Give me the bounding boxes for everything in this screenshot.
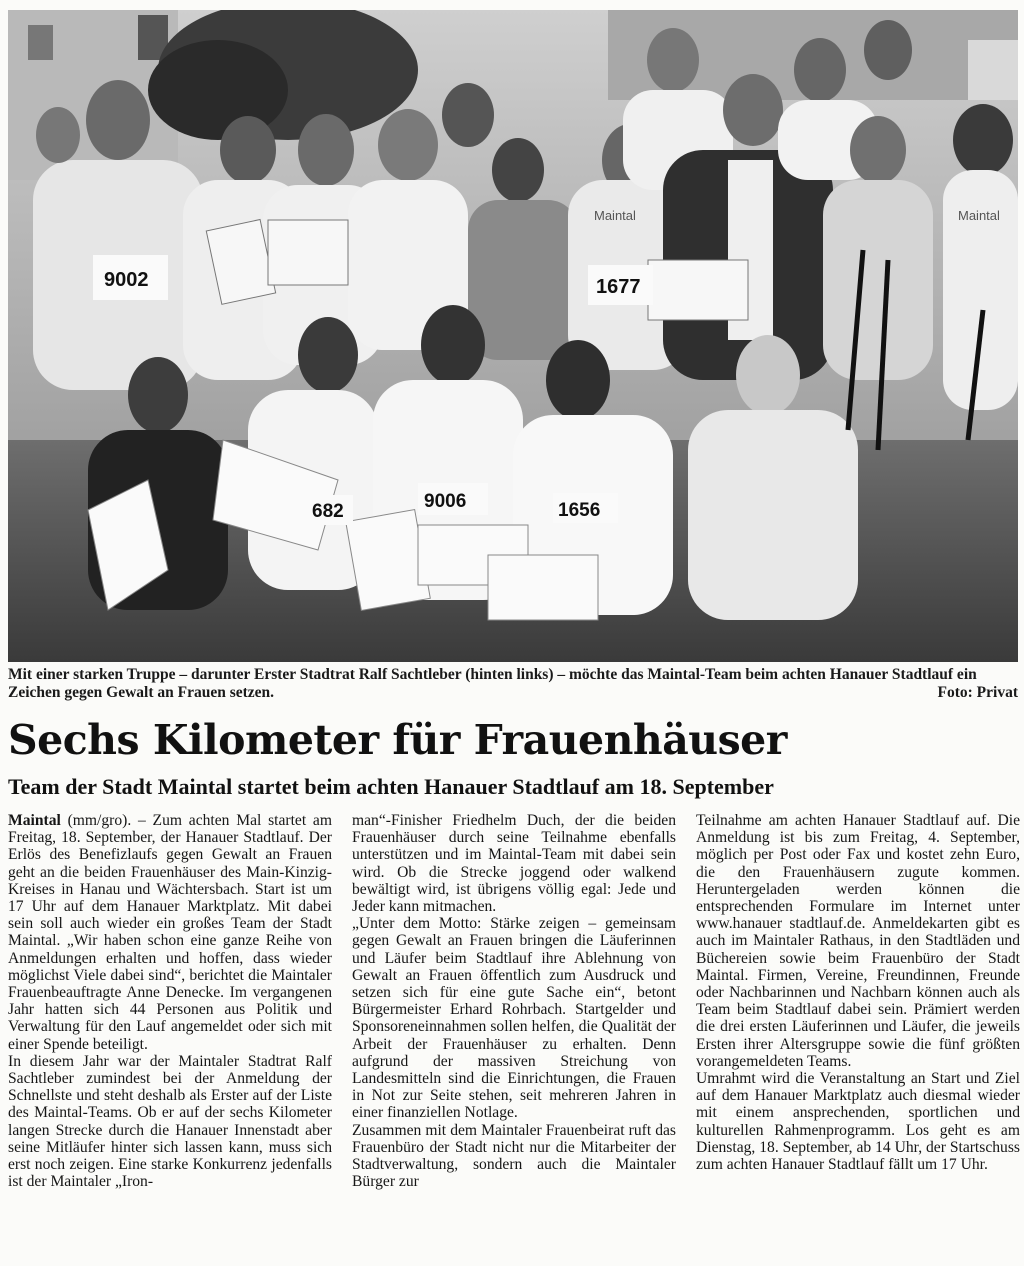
- article-column-1: [8, 812, 332, 1262]
- photo-caption: [8, 666, 1018, 702]
- bib-9006: 9006: [424, 491, 467, 512]
- paragraph: Umrahmt wird die Veranstaltung an Start und Ziel auf dem Hanauer Marktplatz auch diesmal wieder mit einem ansprechenden, sportlichen und kulturellen Rahmenprogramm. Los geht es am Dienstag, 18. September, ab 14 Uhr, der Startschuss zum achten Hanauer Stadtlauf fällt um 17 Uhr.: [696, 1070, 1020, 1174]
- group-photo-illustration: [8, 10, 1018, 662]
- shirt-logo: Maintal: [594, 208, 636, 223]
- article-column-2: [352, 812, 676, 1262]
- group-photo: [8, 10, 1018, 662]
- bib-1677: 1677: [596, 276, 641, 298]
- paragraph: man“-Finisher Friedhelm Duch, der die beiden Frauenhäuser durch seine Teilnahme ebenfalls unterstützen und im Maintal-Team mit dabei sein wird. Ob die Strecke joggend oder walkend bewältigt wird, ist übrigens völlig egal: Jede und Jeder kann mitmachen.: [352, 812, 676, 916]
- paragraph: Zusammen mit dem Maintaler Frauenbeirat ruft das Frauenbüro der Stadt nicht nur die Mitarbeiter der Stadtverwaltung, sondern auch die Maintaler Bürger zur: [352, 1121, 676, 1191]
- dateline: Maintal: [8, 812, 61, 829]
- bib-9002: 9002: [104, 269, 149, 291]
- shirt-logo: Maintal: [958, 208, 1000, 223]
- paragraph-text: (mm/gro). – Zum achten Mal startet am Freitag, 18. September, der Hanauer Stadtlauf. Der Erlös des Benefizlaufs gegen Gewalt an Frauen geht an die beiden Frauenhäuser des Main-Kinzig-Kreises in Hanau und Wächtersbach. Start ist um 17 Uhr auf dem Hanauer Marktplatz. Mit dabei sein soll auch wieder ein großes Team der Stadt Maintal. „Wir haben schon eine ganze Reihe von Anmeldungen erhalten und hoffen, dass wieder möglichst Viele dabei sind“, berichtet die Maintaler Frauenbeauftragte Anne Denecke. Im vergangenen Jahr hatten sich 44 Personen aus Politik und Verwaltung für den Lauf angemeldet oder sich mit einer Spende beteiligt.: [8, 812, 332, 1053]
- article-column-3: [696, 812, 1020, 1262]
- subheadline: Team der Stadt Maintal startet beim achten Hanauer Stadtlauf am 18. September: [8, 774, 774, 799]
- caption-text: Mit einer starken Truppe – darunter Erster Stadtrat Ralf Sachtleber (hinten links) – möchte das Maintal-Team beim achten Hanauer Stadtlauf ein Zeichen gegen Gewalt an Frauen setzen.: [8, 666, 977, 701]
- article-body: [8, 812, 1020, 1262]
- bib-682: 682: [312, 501, 344, 522]
- paragraph: Teilnahme am achten Hanauer Stadtlauf auf. Die Anmeldung ist bis zum Freitag, 4. September, möglich per Post oder Fax und kostet zehn Euro, die den Frauenhäusern zugute kommen. Heruntergeladen werden können die entsprechenden Formulare im Internet unter www.hanauer stadtlauf.de. Anmeldekarten gibt es auch im Maintaler Rathaus, in den Stadtläden und Büchereien sowie beim Frauenbüro der Stadt Maintal. Firmen, Vereine, Freundinnen, Freunde oder Nachbarinnen und Nachbarn können auch als Team beim Stadtlauf dabei sein. Prämiert werden die drei ersten Läuferinnen und Läufer, die jeweils Ersten ihrer Altersgruppe sowie die fünf größten vorangemeldeten Teams.: [696, 812, 1020, 1070]
- headline: Sechs Kilometer für Frauenhäuser: [8, 716, 787, 764]
- bib-1656: 1656: [558, 500, 601, 521]
- paragraph: In diesem Jahr war der Maintaler Stadtrat Ralf Sachtleber zumindest bei der Anmeldung der Schnellste und steht deshalb als Erster auf der Liste des Maintal-Teams. Ob er auf der sechs Kilometer langen Strecke durch die Hanauer Innenstadt aber seine Mitläufer hinter sich lassen kann, muss sich erst noch zeigen. Eine starke Konkurrenz jedenfalls ist der Maintaler „Iron-: [8, 1052, 332, 1191]
- photo-credit: Foto: Privat: [937, 684, 1018, 701]
- paragraph: [8, 812, 332, 1053]
- paragraph: „Unter dem Motto: Stärke zeigen – gemeinsam gegen Gewalt an Frauen bringen die Läuferinnen und Läufer beim Stadtlauf ihre Ablehnung von Gewalt an Frauen öffentlich zum Ausdruck und setzen sich für eine gute Sache ein“, betont Bürgermeister Erhard Rohrbach. Startgelder und Sponsoreneinnahmen sollen helfen, die Qualität der Arbeit der Frauenhäuser zu erhalten. Denn aufgrund der massiven Streichung von Landesmitteln sind die Einrichtungen, die Frauen in Not zur Seite stehen, seit mehreren Jahren in einer finanziellen Notlage.: [352, 915, 676, 1122]
